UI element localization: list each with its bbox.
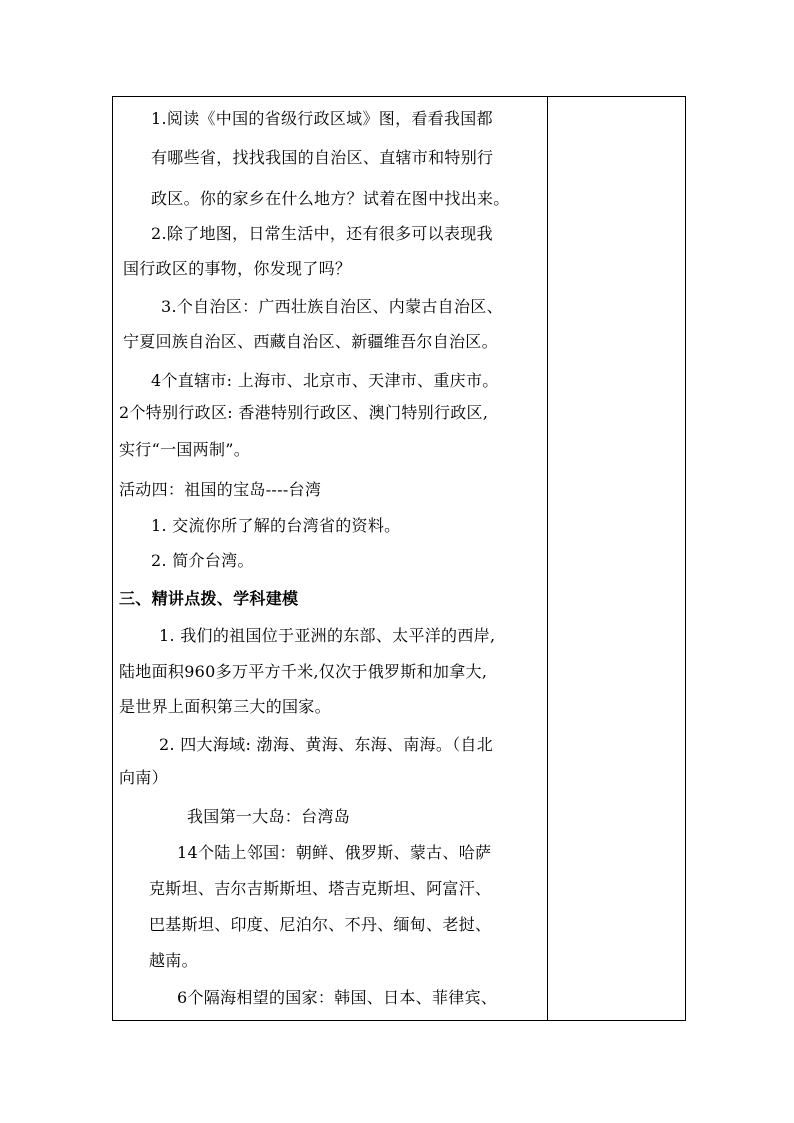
section-heading: 活动四：祖国的宝岛----台湾 bbox=[119, 480, 322, 499]
content-table bbox=[112, 96, 686, 1021]
text-line: 2. 简介台湾。 bbox=[151, 551, 254, 570]
text-line: 2. 四大海域: 渤海、黄海、东海、南海。（自北 bbox=[159, 735, 494, 754]
text-line: 宁夏回族自治区、西藏自治区、新疆维吾尔自治区。 bbox=[123, 332, 498, 351]
text-line: 实行“一国两制”。 bbox=[119, 440, 251, 459]
text-line: 巴基斯坦、印度、尼泊尔、不丹、缅甸、老挝、 bbox=[149, 915, 492, 934]
text-line: 2个特别行政区: 香港特别行政区、澳门特别行政区, bbox=[119, 403, 489, 422]
text-line: 向南） bbox=[119, 768, 168, 787]
column-divider bbox=[547, 97, 548, 1020]
text-line: 克斯坦、吉尔吉斯斯坦、塔吉克斯坦、阿富汗、 bbox=[149, 879, 492, 898]
text-line: 1. 交流你所了解的台湾省的资料。 bbox=[151, 516, 401, 535]
text-line: 14个陆上邻国：朝鲜、俄罗斯、蒙古、哈萨 bbox=[177, 843, 492, 862]
text-line: 有哪些省，找找我国的自治区、直辖市和特别行 bbox=[151, 148, 494, 167]
text-line: 政区。你的家乡在什么地方？试着在图中找出来。 bbox=[151, 189, 510, 208]
text-line: 我国第一大岛：台湾岛 bbox=[187, 807, 351, 826]
text-line: 3.个自治区：广西壮族自治区、内蒙古自治区、 bbox=[161, 297, 503, 316]
text-line: 国行政区的事物，你发现了吗？ bbox=[123, 259, 352, 278]
section-heading: 三、精讲点拨、学科建模 bbox=[119, 589, 299, 608]
text-line: 越南。 bbox=[149, 951, 198, 970]
content-cell bbox=[113, 97, 547, 1020]
text-line: 4个直辖市: 上海市、北京市、天津市、重庆市。 bbox=[151, 371, 499, 390]
text-line: 是世界上面积第三大的国家。 bbox=[119, 697, 331, 716]
text-line: 2.除了地图，日常生活中，还有很多可以表现我 bbox=[151, 224, 493, 243]
text-line: 1.阅读《中国的省级行政区域》图，看看我国都 bbox=[151, 109, 493, 128]
text-line: 6个隔海相望的国家：韩国、日本、菲律宾、 bbox=[177, 988, 498, 1007]
text-line: 1. 我们的祖国位于亚洲的东部、太平洋的西岸, bbox=[159, 626, 496, 645]
text-line: 陆地面积960多万平方千米,仅次于俄罗斯和加拿大, bbox=[119, 662, 488, 681]
